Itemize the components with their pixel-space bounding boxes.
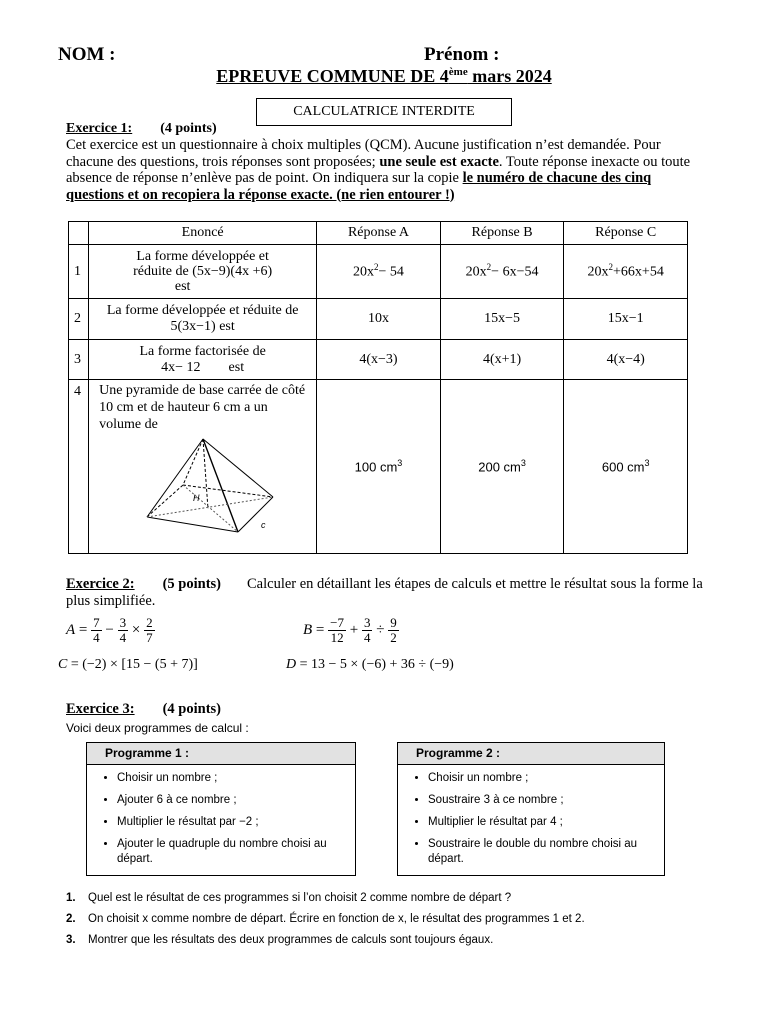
program-1-title: Programme 1 : [87,743,355,765]
prenom-label: Prénom : [424,44,500,65]
ex1-instructions: Cet exercice est un questionnaire à choix multiples (QCM). Aucune justification n’est demandée. Pour chacune des questions, trois réponses sont proposées; une seule est exacte. Toute réponse inexacte ou toute absence de réponse n’enlève pas de point. On indiquera sur la copie le numéro de chacune des cinq questions et on recopiera la réponse exacte. (ne rien entourer !) [66,137,691,203]
table-header-a: Réponse A [317,222,441,245]
table-row [69,299,688,340]
pyramid-base-edge [147,517,238,532]
question-text: La forme factorisée de 4x− 12 est [89,340,317,380]
answer-c: $20x^2+66x+54$ [564,245,688,299]
calculator-notice: CALCULATRICE INTERDITE [256,98,512,126]
answer-a: 10x [317,299,441,340]
program-step: • Multiplier le résultat par 4 ; [428,815,664,830]
answer-a: 100 $cm^3$ [317,380,441,554]
ex3-heading: Exercice 3: (4 points) [66,701,221,717]
ex1-heading: Exercice 1: (4 points) [66,121,217,136]
question-text: La forme développée et réduite de (5x−9)(4x +6) est [89,245,317,299]
table-header-c: Réponse C [564,222,688,245]
question-text: Une pyramide de base carrée de côté 10 cm et de hauteur 6 cm a un volume de H c [89,380,317,554]
program-step: • Choisir un nombre ; [428,771,664,786]
program-1-box [86,742,356,876]
expression-a: A = $\frac{7}{4}$ − $\frac{3}{4}$ × $\frac{2}{7}$ [66,615,153,645]
question-2: 2. On choisit x comme nombre de départ. Écrire en fonction de x, le résultat des programmes 1 et 2. [66,913,585,925]
row-num: 1 [69,245,89,299]
row-num: 4 [69,380,89,554]
page-title: EPREUVE COMMUNE DE 4ème mars 2024 [216,66,552,86]
height-label: H [193,493,200,503]
answer-c: 600 $cm^3$ [564,380,688,554]
pyramid-base-edge [238,497,273,532]
table-header-enonce: Enoncé [89,222,317,245]
program-step: • Ajouter 6 à ce nombre ; [117,793,355,808]
expression-c: C = (−2) × [15 − (5 + 7)] [58,657,198,672]
side-label: c [261,520,266,530]
answer-b: 15x−5 [440,299,564,340]
answer-b: $20x^2- 6x-54$ [440,245,564,299]
answer-a: 4(x−3) [317,340,441,380]
pyramid-edge [147,439,203,517]
table-header-row [69,222,688,245]
table-header-num [69,222,89,245]
program-2-title: Programme 2 : [398,743,664,765]
row-num: 2 [69,299,89,340]
pyramid-figure [133,437,283,537]
answer-b: 4(x+1) [440,340,564,380]
pyramid-base-edge-hidden [147,485,183,517]
answer-c: 4(x−4) [564,340,688,380]
program-step: • Soustraire 3 à ce nombre ; [428,793,664,808]
program-step: • Multiplier le résultat par −2 ; [117,815,355,830]
nom-label: NOM : [58,44,116,65]
program-step: • Ajouter le quadruple du nombre choisi au départ. [117,837,355,867]
program-2-box [397,742,665,876]
program-step: • Soustraire le double du nombre choisi au départ. [428,837,664,867]
expression-d: D = 13 − 5 × (−6) + 36 ÷ (−9) [286,657,454,672]
answer-b: 200 $cm^3$ [440,380,564,554]
ex3-intro: Voici deux programmes de calcul : [66,721,249,735]
answer-a: $20x^2- 54$ [317,245,441,299]
table-row [69,340,688,380]
qcm-table [68,221,688,554]
expression-b: B = $\frac{-7}{12}$ + $\frac{3}{4}$ ÷ $\frac{9}{2}$ [303,615,397,645]
question-text: La forme développée et réduite de 5(3x−1) est [89,299,317,340]
program-step: • Choisir un nombre ; [117,771,355,786]
table-row [69,245,688,299]
question-1: 1. Quel est le résultat de ces programmes si l’on choisit 2 comme nombre de départ ? [66,892,512,904]
question-3: 3. Montrer que les résultats des deux programmes de calculs sont toujours égaux. [66,934,494,946]
answer-c: 15x−1 [564,299,688,340]
row-num: 3 [69,340,89,380]
table-row [69,380,688,554]
table-header-b: Réponse B [440,222,564,245]
ex2-heading: Exercice 2: (5 points) Calculer en détaillant les étapes de calculs et mettre le résultat sous la forme la plus simplifiée. [66,576,703,609]
